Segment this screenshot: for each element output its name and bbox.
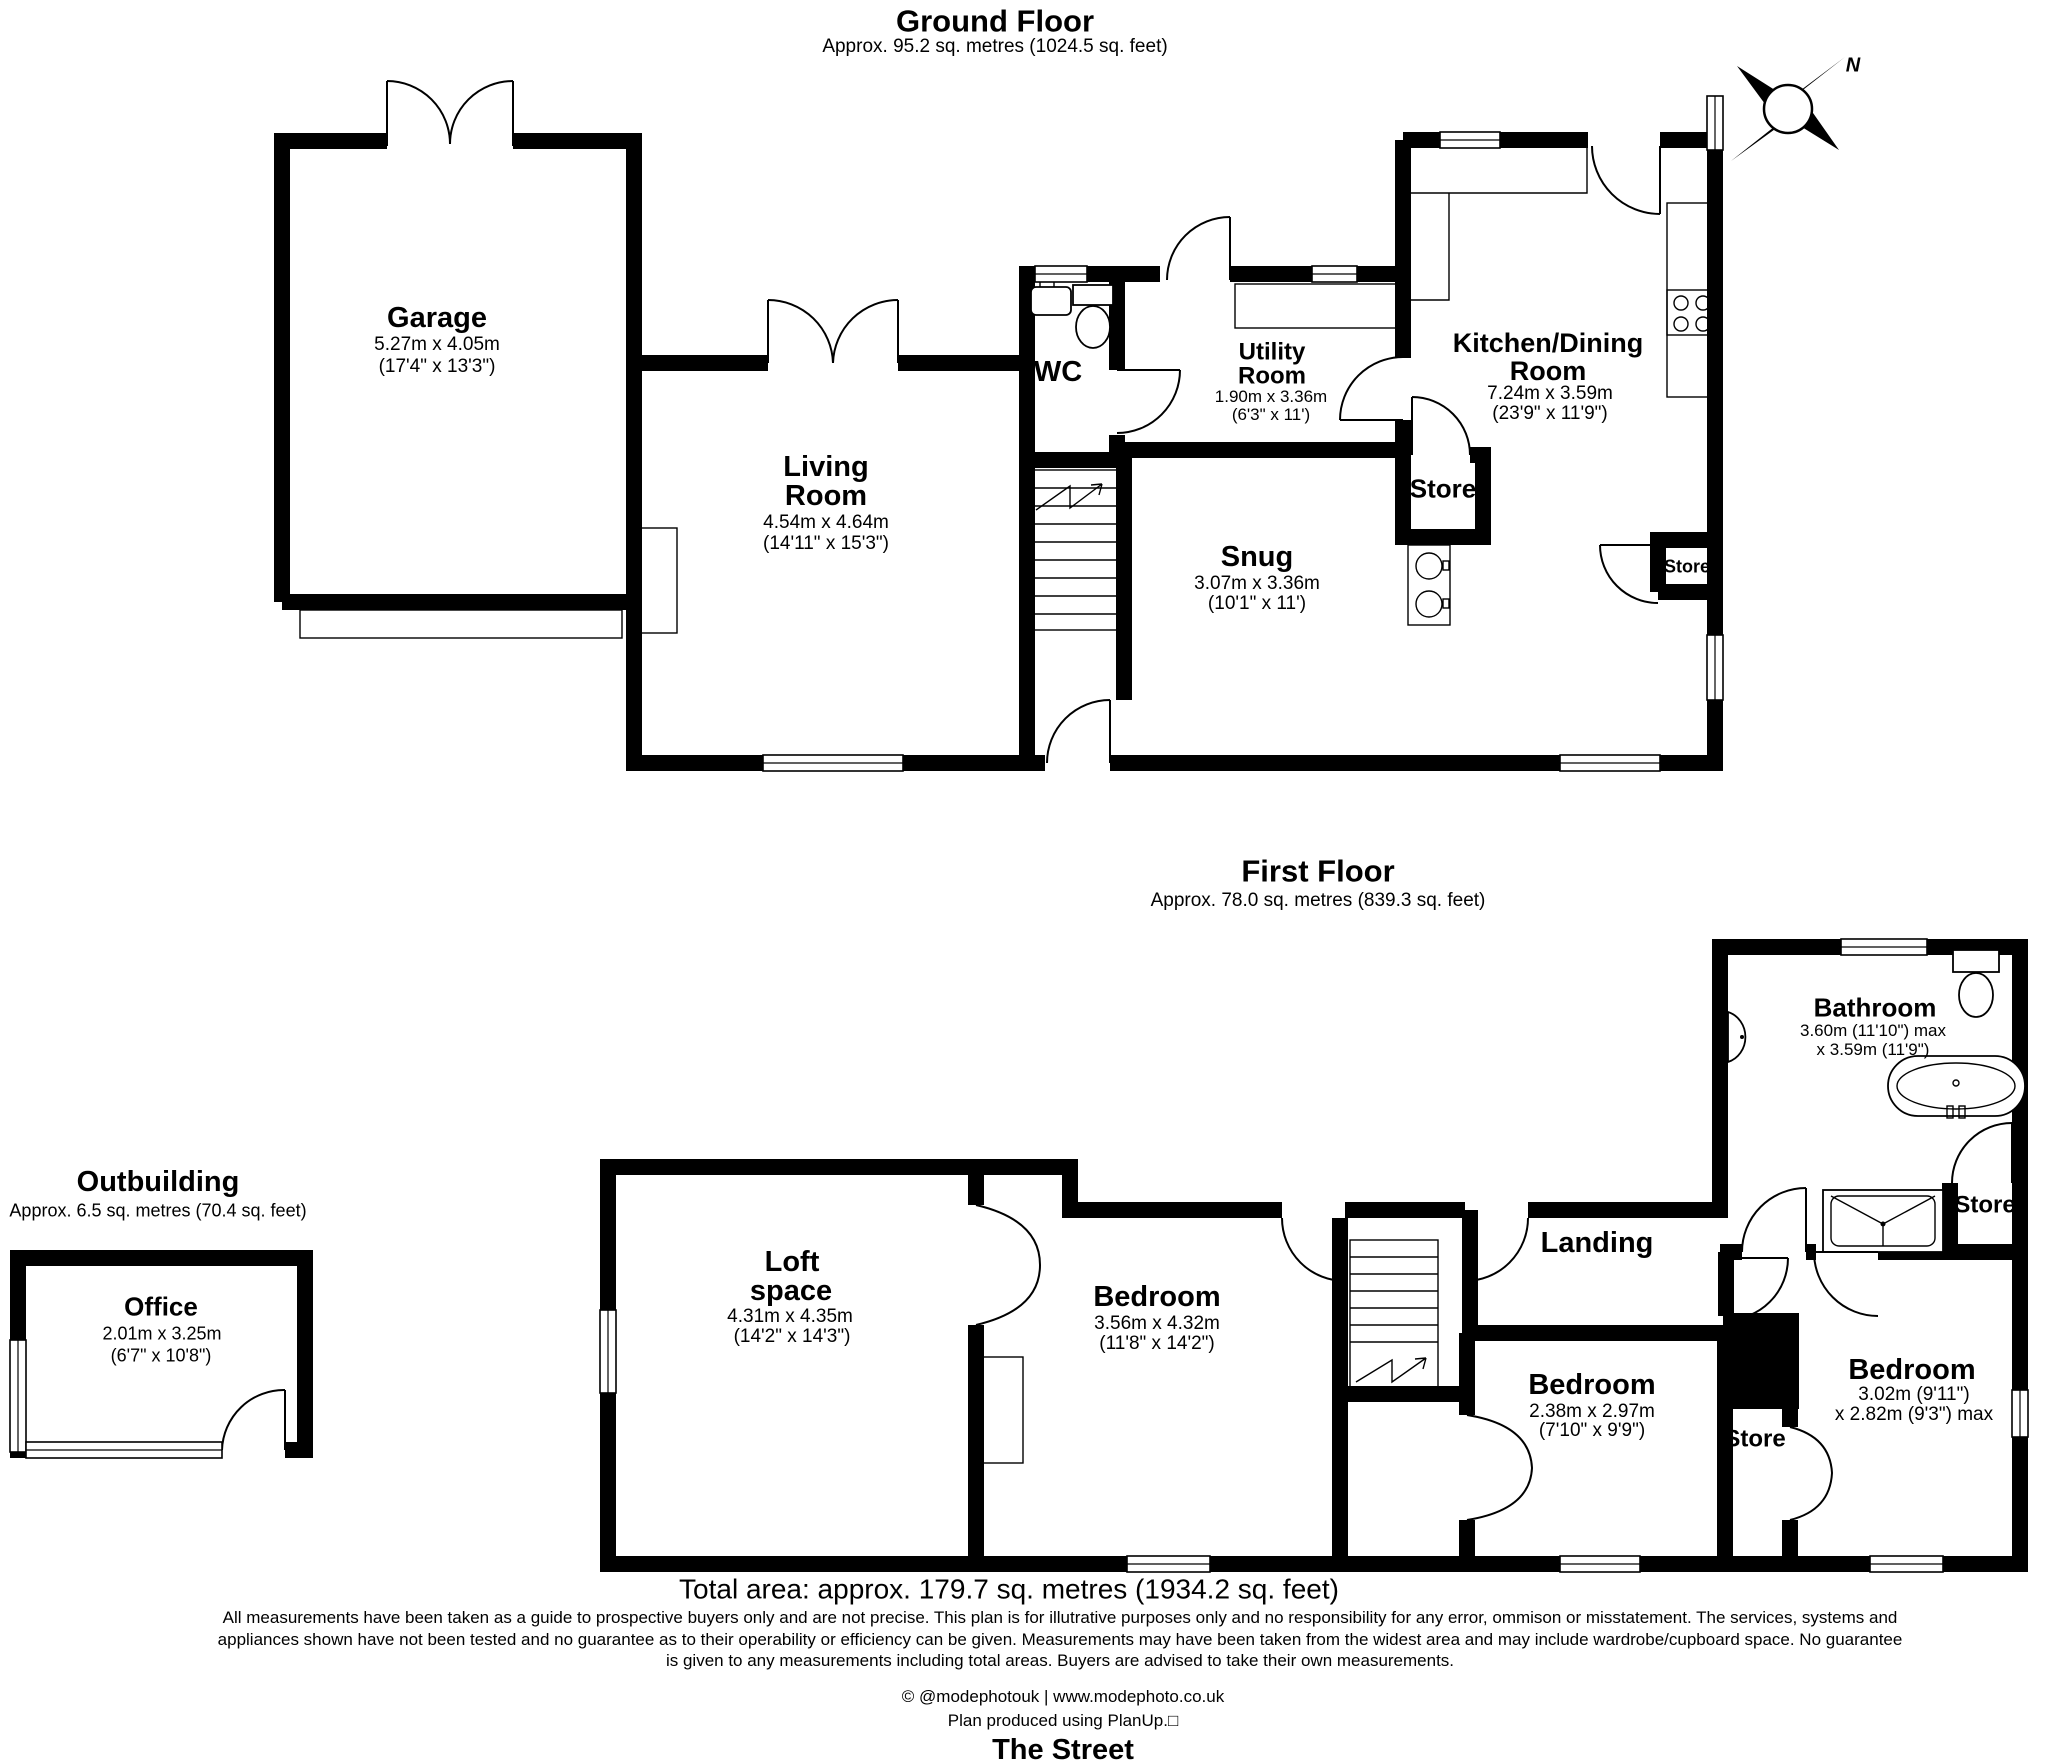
bedroom-3-bottom-window: [1870, 1556, 1943, 1572]
store-label: Store: [1409, 473, 1477, 504]
bathroom-label: Bathroom: [1813, 992, 1937, 1023]
office-side-window: [10, 1340, 26, 1452]
bedroom-1-dims-imperial: (11'8" x 14'2"): [1099, 1333, 1215, 1355]
washer-dryer-icon: [1408, 545, 1450, 625]
total-area: Total area: approx. 179.7 sq. metres (1934.2 sq. feet): [679, 1573, 1339, 1605]
living-room-label-2: Room: [784, 479, 868, 512]
ground-floor-windows: [763, 96, 1723, 771]
wc-label: WC: [1033, 355, 1083, 388]
outbuilding-title: Outbuilding: [76, 1165, 240, 1198]
bathtub-icon: [1888, 1056, 2025, 1118]
loft-dims-imperial: (14'2" x 14'3"): [733, 1326, 851, 1348]
store-bathroom-label: Store: [1954, 1191, 2016, 1219]
living-room-dims-metric: 4.54m x 4.64m: [763, 512, 889, 534]
wc-door: [1117, 370, 1180, 433]
bedroom-2-dims-imperial: (7'10" x 9'9"): [1538, 1420, 1646, 1442]
store-small-label: Store: [1663, 556, 1711, 577]
credit-line: © @modephotouk | www.modephoto.co.uk: [901, 1687, 1225, 1707]
ground-floor-stairs: [1030, 470, 1120, 630]
store-landing-label: Store: [1724, 1425, 1786, 1453]
living-room-window: [763, 755, 903, 771]
utility-door: [1167, 217, 1230, 280]
store-door: [1412, 397, 1470, 455]
hall-corridor-door: [1726, 1258, 1788, 1320]
store-landing-doors: [1790, 1427, 1832, 1520]
loft-label-1: Loft: [764, 1245, 820, 1278]
wc-window: [1035, 266, 1087, 282]
office-door: [222, 1390, 285, 1450]
living-room-doors: [768, 300, 898, 363]
bedroom-1-label: Bedroom: [1093, 1280, 1221, 1313]
store-bathroom-door: [1952, 1123, 2012, 1183]
bedroom-1-dims-metric: 3.56m x 4.32m: [1094, 1313, 1220, 1335]
kitchen-store-door: [1600, 545, 1658, 603]
loft-double-doors: [976, 1205, 1040, 1325]
utility-room-label-2: Room: [1238, 362, 1306, 390]
garage-dims-imperial: (17'4" x 13'3"): [378, 356, 496, 378]
wc-toilet-icon: [1073, 285, 1113, 348]
ground-floor-title: Ground Floor: [895, 3, 1095, 39]
living-room-label-1: Living: [783, 450, 869, 483]
bathroom-window: [1841, 939, 1927, 955]
ground-floor-plan: [282, 81, 1723, 771]
bathroom-door: [1742, 1188, 1806, 1252]
landing-label: Landing: [1540, 1226, 1654, 1259]
bedroom-3-side-window: [2012, 1390, 2028, 1437]
front-door: [1047, 700, 1110, 763]
chimney-block: [1723, 1313, 1799, 1409]
loft-label-2: space: [749, 1274, 833, 1307]
store-cupboard-doors: [1467, 1415, 1532, 1520]
street-name: The Street: [992, 1733, 1134, 1762]
snug-dims-imperial: (10'1" x 11'): [1207, 593, 1307, 615]
utility-kitchen-door: [1340, 357, 1403, 420]
bedroom-2-window: [1560, 1556, 1640, 1572]
bedroom-2-dims-metric: 2.38m x 2.97m: [1529, 1401, 1655, 1423]
produced-line: Plan produced using PlanUp.□: [947, 1711, 1179, 1731]
bedroom-2-label: Bedroom: [1528, 1368, 1656, 1401]
toilet-icon: [1953, 950, 1999, 1017]
garage-dims-metric: 5.27m x 4.05m: [374, 334, 500, 356]
garage-doors: [387, 81, 513, 146]
compass-north-label: N: [1845, 54, 1861, 77]
bedroom-3-label: Bedroom: [1848, 1353, 1976, 1386]
kitchen-back-door: [1592, 146, 1660, 214]
bathroom-dims-1: 3.60m (11'10") max: [1800, 1021, 1946, 1041]
kitchen-top-window: [1440, 132, 1500, 148]
utility-window: [1312, 266, 1357, 282]
kitchen-bottom-window: [1560, 755, 1660, 771]
bedroom-3-dims-1: 3.02m (9'11"): [1858, 1384, 1970, 1406]
utility-room-label-1: Utility: [1238, 338, 1306, 366]
bedroom-chimney-breast: [979, 1357, 1023, 1463]
bedroom-3-dims-2: x 2.82m (9'3") max: [1834, 1404, 1994, 1426]
shower-icon: [1823, 1190, 1943, 1252]
first-floor-title: First Floor: [1241, 853, 1395, 889]
outbuilding-subtitle: Approx. 6.5 sq. metres (70.4 sq. feet): [9, 1200, 307, 1221]
first-floor-subtitle: Approx. 78.0 sq. metres (839.3 sq. feet): [1150, 890, 1486, 912]
wc-sink-icon: [1031, 280, 1071, 315]
kitchen-label-2: Room: [1509, 355, 1587, 386]
disclaimer-line-1: All measurements have been taken as a guide to prospective buyers only and are not precise. This plan is for illutrative purposes only and no responsibility for any error, ommison or misstatement. The services, systems and: [222, 1608, 1898, 1628]
disclaimer-line-3: is given to any measurements including total areas. Buyers are advised to take their own measurements.: [665, 1651, 1455, 1671]
utility-counter: [1235, 284, 1403, 328]
living-room-dims-imperial: (14'11" x 15'3"): [762, 533, 890, 555]
loft-dims-metric: 4.31m x 4.35m: [727, 1306, 853, 1328]
bedroom-1-window: [1127, 1556, 1210, 1572]
office-dims-imperial: (6'7" x 10'8"): [110, 1345, 212, 1366]
kitchen-corner-window: [1707, 96, 1723, 150]
kitchen-dims-imperial: (23'9" x 11'9"): [1492, 403, 1608, 425]
kitchen-side-window: [1707, 635, 1723, 700]
office-front-window: [26, 1442, 222, 1458]
utility-room-dims-imperial: (6'3" x 11'): [1231, 405, 1311, 425]
bathroom-dims-2: x 3.59m (11'9"): [1816, 1040, 1930, 1060]
kitchen-counter: [1411, 148, 1587, 300]
ground-floor-walls: [282, 140, 1723, 763]
utility-room-dims-metric: 1.90m x 3.36m: [1214, 387, 1328, 407]
ground-floor-subtitle: Approx. 95.2 sq. metres (1024.5 sq. feet): [822, 36, 1168, 58]
snug-dims-metric: 3.07m x 3.36m: [1194, 573, 1320, 595]
office-dims-metric: 2.01m x 3.25m: [102, 1323, 222, 1344]
disclaimer-line-2: appliances shown have not been tested and no guarantee as to their operability or efficiency can be given. Measurements may have been taken from the widest area and may include wardrobe/cupboard space. No guarantee: [217, 1630, 1903, 1650]
loft-window: [600, 1310, 616, 1393]
snug-label: Snug: [1220, 540, 1294, 573]
garage-slab: [300, 610, 622, 638]
kitchen-label-1: Kitchen/Dining: [1452, 327, 1644, 358]
garage-label: Garage: [387, 301, 487, 334]
compass-icon: [1731, 57, 1845, 161]
office-label: Office: [124, 1291, 198, 1322]
first-floor-stairs: [1350, 1240, 1438, 1390]
kitchen-dims-metric: 7.24m x 3.59m: [1487, 383, 1613, 405]
bedroom-3-door: [1814, 1252, 1878, 1316]
